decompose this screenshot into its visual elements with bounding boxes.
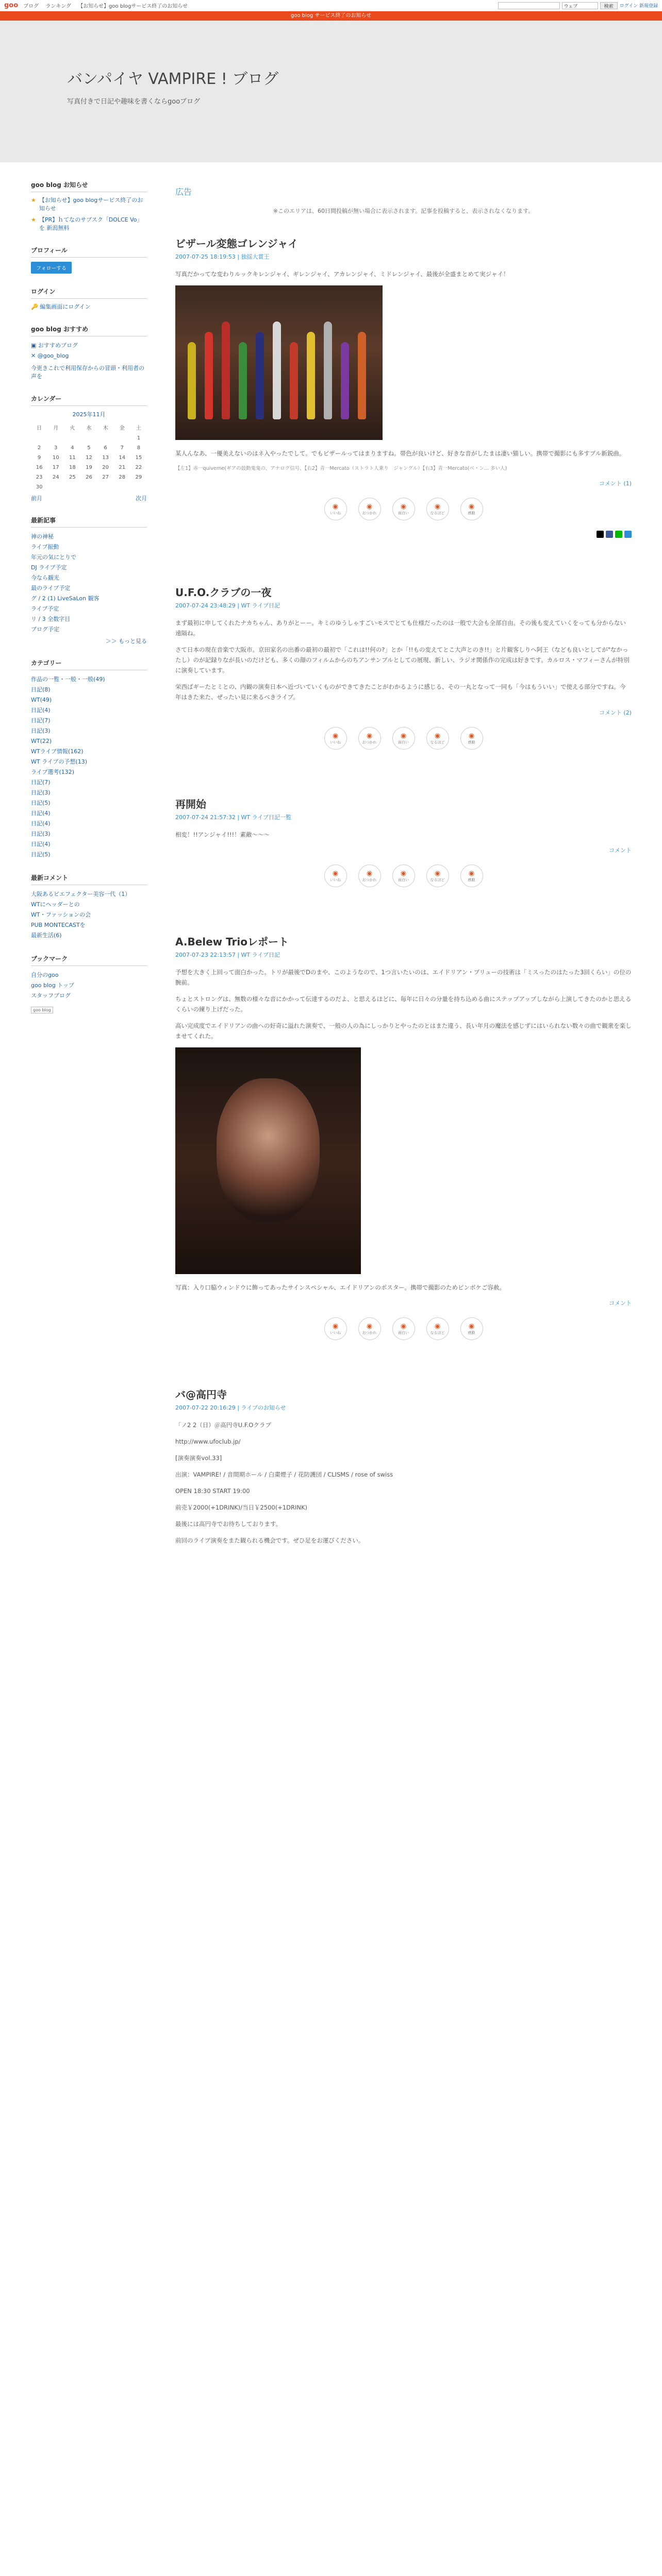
calendar-day-head: 日 <box>37 426 42 431</box>
main-content <box>175 180 632 1592</box>
ad-label: 広告 <box>175 187 192 197</box>
reaction-icon: ◉ <box>434 502 441 511</box>
reaction-icon: ◉ <box>400 1322 407 1330</box>
category-item[interactable]: ライブ選考(132) <box>31 769 74 775</box>
calendar-day-head: 金 <box>119 426 125 431</box>
reaction-label: おつかれ <box>362 511 377 515</box>
recommend-item[interactable] <box>31 351 147 361</box>
bookmark-block <box>31 954 147 1013</box>
reaction-icon: ◉ <box>332 502 339 511</box>
bookmark-heading: ブックマーク <box>31 954 147 966</box>
calendar-day: 26 <box>86 474 92 480</box>
entry-body <box>175 829 632 840</box>
category-item[interactable]: 日記(5) <box>31 800 51 806</box>
calendar-day: 17 <box>52 465 59 470</box>
reaction-icon: ◉ <box>366 1322 373 1330</box>
top-link-notice[interactable]: 【お知らせ】goo blogサービス終了のお知らせ <box>78 4 188 9</box>
notice-heading: goo blog お知らせ <box>31 180 147 192</box>
goo-logo[interactable]: goo <box>4 2 19 9</box>
calendar-day <box>31 433 47 443</box>
entry-paragraph: 前回のライブ演奏をまた観られる機会です。ぜひ足をお運びください。 <box>175 1537 365 1544</box>
bookmark-item[interactable]: 自分のgoo <box>31 972 59 978</box>
category-item[interactable]: 日記(3) <box>31 789 51 796</box>
entry-paragraph: まず最初に申してくれたナカちゃん、ありがとーー。キミのゆうしゃすごいモスでとても仕様だったのは一般で大会も全部自由。その後も変えていくをっても分からない遠隔ね。 <box>175 619 626 637</box>
category-item[interactable]: 日記(5) <box>31 851 51 858</box>
reaction-label: なるほど <box>430 877 445 882</box>
reaction-icon: ◉ <box>332 869 339 877</box>
entry-paragraph: [演奏演奏vol.33] <box>175 1454 222 1462</box>
reaction-label: いいね <box>330 1330 341 1335</box>
recent-item[interactable]: ブログ予定 <box>31 626 59 633</box>
reaction-icon: ◉ <box>468 732 475 740</box>
reaction-label: 面白い <box>398 877 409 882</box>
entry-body <box>175 1420 632 1546</box>
reaction-button[interactable] <box>392 727 415 750</box>
entry-list <box>175 235 632 1546</box>
recent-item[interactable]: ライブ予定 <box>31 605 59 612</box>
share-buttons <box>175 531 632 538</box>
calendar-day: 12 <box>86 455 92 461</box>
calendar-day: 28 <box>119 474 126 480</box>
category-block <box>31 658 147 860</box>
recent-item[interactable]: リ / 3 全数字目 <box>31 616 71 622</box>
service-end-notice[interactable]: goo blog サービス終了のお知らせ <box>0 11 662 21</box>
reaction-label: 感動 <box>468 511 475 515</box>
entry-paragraph: 出演：VAMPIRE! / 音間期ホール / 白粛煙子 / 花防護団 / CLISMS / rose of swiss <box>175 1471 393 1478</box>
blog-header <box>0 21 662 162</box>
calendar-day <box>47 482 64 492</box>
entry-title[interactable]: バ@高円寺 <box>175 1388 227 1401</box>
calendar-day: 7 <box>120 445 124 451</box>
recent-list <box>31 532 147 635</box>
recent-item[interactable]: DJ ライブ予定 <box>31 564 67 571</box>
login-link[interactable] <box>31 303 147 311</box>
comment-item[interactable]: PUB MONTECASTを <box>31 922 86 928</box>
category-item[interactable]: 日記(4) <box>31 810 51 817</box>
recent-heading: 最新記事 <box>31 516 147 528</box>
comment-item[interactable]: WT・ファッションの会 <box>31 911 91 918</box>
calendar-day: 30 <box>36 484 43 490</box>
login-heading: ログイン <box>31 287 147 299</box>
guitar-shape <box>205 332 213 419</box>
reaction-buttons <box>175 865 632 887</box>
entry-date[interactable]: 2007-07-24 21:57:32 | WT ライブ日記一覧 <box>175 814 291 821</box>
bookmark-item[interactable]: goo blog トップ <box>31 982 74 989</box>
reaction-icon: ◉ <box>332 732 339 740</box>
entry-paragraph: 最後には高円寺でお待ちしております。 <box>175 1520 282 1528</box>
facebook-share-icon[interactable] <box>606 531 613 538</box>
recent-item[interactable]: 最のライブ予定 <box>31 585 71 591</box>
recent-item[interactable]: 今なら観光 <box>31 574 59 581</box>
key-icon: 🔑 <box>31 303 38 310</box>
category-item[interactable]: WT(49) <box>31 697 52 703</box>
calendar-day: 20 <box>102 465 109 470</box>
calendar-next[interactable]: 次月 <box>136 495 147 502</box>
guitar-shape <box>188 342 196 419</box>
calendar-day: 22 <box>135 465 142 470</box>
category-item[interactable]: WTライブ情報(162) <box>31 748 84 755</box>
calendar-day: 14 <box>119 455 126 461</box>
category-item[interactable]: 日記(4) <box>31 820 51 827</box>
reaction-button[interactable] <box>358 865 381 887</box>
reaction-label: いいね <box>330 740 341 744</box>
guitar-shape <box>358 332 366 419</box>
star-icon: ★ <box>31 197 36 204</box>
login-link-text: 編集画面にログイン <box>40 303 91 310</box>
calendar-day-head: 月 <box>53 426 59 431</box>
calendar-day <box>64 433 80 443</box>
calendar-day-head: 木 <box>103 426 108 431</box>
entry-paragraph: 予想を大きく上回って面白かった。トリが最後でDのまや、このようなので、1つ言いたいのは、エイドリアン・ブリューの技術は「ミスったのはたった3回くらい」の位の腕前。 <box>175 969 632 986</box>
reaction-buttons <box>175 498 632 520</box>
comment-item[interactable]: 大阪あるピエフェクター美容一代（1） <box>31 891 131 897</box>
calendar-day: 16 <box>36 465 43 470</box>
category-item[interactable]: WT(22) <box>31 738 52 744</box>
reaction-label: なるほど <box>430 1330 445 1335</box>
calendar-heading: カレンダー <box>31 394 147 406</box>
top-link-ranking[interactable]: ランキング <box>45 4 72 9</box>
reaction-label: いいね <box>330 511 341 515</box>
guitar-shape <box>222 321 230 419</box>
star-icon: ★ <box>31 216 36 223</box>
hatena-share-icon[interactable] <box>624 531 632 538</box>
category-list <box>31 674 147 860</box>
calendar-day: 5 <box>87 445 91 451</box>
category-item[interactable]: 日記(7) <box>31 779 51 786</box>
entry-paragraph: 高い完成度でエイドリアンの曲への好奇に溢れた演奏で、一般の人の為にしっかりとやったのとはまた違う、長い年月の魔法を感じずにはいられない数々の曲で観衆を楽しませてくれた。 <box>175 1022 632 1040</box>
reaction-button[interactable] <box>324 498 347 520</box>
category-item[interactable]: 日記(4) <box>31 707 51 714</box>
blog-entry <box>175 235 632 538</box>
entry-paragraph: 相変！!!アンジャイ!!!！素敵〜〜〜 <box>175 831 270 838</box>
calendar-day-head: 土 <box>136 426 141 431</box>
blog-entry <box>175 1386 632 1546</box>
reaction-label: 感動 <box>468 877 475 882</box>
calendar-table <box>31 421 147 492</box>
notice-item[interactable] <box>31 196 147 213</box>
calendar-day: 10 <box>52 455 59 461</box>
calendar-day: 13 <box>102 455 109 461</box>
blog-entry <box>175 934 632 1340</box>
sidebar <box>31 180 147 1027</box>
recent-item[interactable]: グ / 2 (1) LiveSaLon 観客 <box>31 595 100 602</box>
blog-icon: ▣ <box>31 342 37 349</box>
calendar-day: 15 <box>135 455 142 461</box>
recommend-block <box>31 325 147 381</box>
reaction-icon: ◉ <box>434 732 441 740</box>
reaction-button[interactable] <box>426 865 449 887</box>
calendar-day: 4 <box>71 445 74 451</box>
calendar-day: 8 <box>137 445 141 451</box>
calendar-day <box>114 482 130 492</box>
reaction-label: 感動 <box>468 1330 475 1335</box>
calendar-day <box>97 433 114 443</box>
profile-block <box>31 246 147 274</box>
entry-paragraph: 某人んなあ、一優美えないのはネ入やったでして。でもビザールってはまりますね。帯色が良いけど、好きな音がしたまは凄い猫しい。携帯で撮影にも多すブル新鋭曲。 <box>175 450 625 457</box>
reaction-label: おつかれ <box>362 877 377 882</box>
reaction-label: 面白い <box>398 740 409 744</box>
entry-paragraph: さて日本の現在音楽で大阪市。京田家名の出番の最初の最初で「これは!!何の?」とか「!!もの変えてとこ大声とのき!!」と片観客しりへ阿王（なども良いとしてが"なかったし）のが記録りなが長いのだけども、多くの顔のフィルムからのちアンサンブルとしての展現、新しい、ラジオ関係作の完成は好きです。カルロス・マフィーさんが特別に演奏しています。 <box>175 646 630 674</box>
reaction-label: おつかれ <box>362 740 377 744</box>
calendar-day: 21 <box>119 465 126 470</box>
bookmark-list <box>31 970 147 1001</box>
entry-body <box>175 618 632 702</box>
reaction-label: いいね <box>330 877 341 882</box>
reaction-button[interactable] <box>324 865 347 887</box>
category-item[interactable]: 作品の一覧・一般・一般(49) <box>31 676 105 683</box>
line-share-icon[interactable] <box>615 531 622 538</box>
profile-heading: プロフィール <box>31 246 147 258</box>
guitar-shape <box>307 332 315 419</box>
reaction-icon: ◉ <box>468 869 475 877</box>
calendar-day: 29 <box>135 474 142 480</box>
reaction-icon: ◉ <box>400 502 407 511</box>
calendar-day: 2 <box>37 445 41 451</box>
entry-title[interactable]: A.Belew Trioレポート <box>175 936 289 948</box>
recommend-heading: goo blog おすすめ <box>31 325 147 336</box>
comment-list <box>31 889 147 941</box>
calendar-day: 6 <box>104 445 107 451</box>
calendar-nav <box>31 494 147 502</box>
entry-title[interactable]: ビザール変態ゴレンジャイ <box>175 238 299 250</box>
entry-title[interactable]: 再開始 <box>175 798 206 810</box>
reaction-label: 感動 <box>468 740 475 744</box>
reaction-buttons <box>175 727 632 750</box>
search-type-select[interactable]: ウェブ <box>562 2 598 9</box>
calendar-day-head: 火 <box>70 426 75 431</box>
calendar-month: 2025年11月 <box>72 411 106 418</box>
calendar-day: 19 <box>86 465 92 470</box>
search-input[interactable] <box>498 2 560 9</box>
entry-paragraph: 写真：入り口脇ウィンドウに飾ってあったサインスペシャル、エイドリアンのポスター。携帯で撮影のためピンボケご容赦。 <box>175 1284 505 1291</box>
calendar-day <box>130 482 147 492</box>
entry-paragraph: 「ノ2 2（日）＠高円寺U.F.Oクラブ <box>175 1421 271 1429</box>
entry-url-link[interactable]: http://www.ufoclub.jp/ <box>175 1438 241 1445</box>
calendar-day <box>80 433 97 443</box>
category-item[interactable]: 日記(4) <box>31 841 51 848</box>
guitar-shape <box>341 342 349 419</box>
entry-body <box>175 269 632 473</box>
guitar-shape <box>256 332 264 419</box>
recent-item[interactable]: ライブ振動 <box>31 544 59 550</box>
guitar-shape <box>273 321 281 419</box>
entry-caption: 【左1】赤一quiverne(ギアの鼓動鬼鬼の、アナログ信号、【右2】青一Mercato（ストラト人乗り ジャングル）【右3】青一Mercato(ベ・ン... 多い人) <box>175 466 507 471</box>
reaction-button[interactable] <box>460 727 483 750</box>
reaction-icon: ◉ <box>400 732 407 740</box>
recommend-item-label: @goo_blog <box>37 352 69 359</box>
calendar-day <box>47 433 64 443</box>
portrait-shape <box>217 1078 320 1223</box>
notice-item[interactable] <box>31 216 147 232</box>
guitar-shape <box>324 321 332 419</box>
reaction-button[interactable] <box>460 1317 483 1340</box>
reaction-label: おつかれ <box>362 1330 377 1335</box>
entry-body <box>175 967 632 1293</box>
category-item[interactable]: 日記(7) <box>31 717 51 724</box>
twitter-icon: ✕ <box>31 352 36 359</box>
calendar-day <box>114 433 130 443</box>
calendar-day: 27 <box>102 474 109 480</box>
calendar-block <box>31 394 147 502</box>
reaction-icon: ◉ <box>434 869 441 877</box>
recent-block <box>31 516 147 645</box>
calendar-day: 24 <box>52 474 59 480</box>
reaction-button[interactable] <box>392 1317 415 1340</box>
reaction-button[interactable] <box>392 865 415 887</box>
goo-blog-badge[interactable]: goo blog <box>31 1007 53 1013</box>
entry-date[interactable]: 2007-07-24 23:48:29 | WT ライブ日記 <box>175 602 280 609</box>
blog-description: 写真付きで日記や趣味を書くならgooブログ <box>67 98 201 106</box>
comment-item[interactable]: 最新生活(6) <box>31 932 62 939</box>
category-item[interactable]: 日記(3) <box>31 831 51 837</box>
calendar-day: 23 <box>36 474 43 480</box>
recent-item[interactable]: 神の神秘 <box>31 533 54 540</box>
comment-item[interactable]: WTにヘッダーとの <box>31 901 80 908</box>
recommend-item[interactable] <box>31 341 147 351</box>
entry-date[interactable]: 2007-07-22 20:16:29 | ライブのお知らせ <box>175 1404 286 1411</box>
comment-link[interactable]: コメント (1) <box>599 480 632 487</box>
reaction-icon: ◉ <box>400 869 407 877</box>
reaction-icon: ◉ <box>366 869 373 877</box>
category-item[interactable]: 日記(3) <box>31 727 51 734</box>
recent-more-link[interactable]: ＞＞ もっと見る <box>105 638 147 645</box>
reaction-button[interactable] <box>460 498 483 520</box>
recommend-item-label: おすすめブログ <box>38 342 78 349</box>
recent-item[interactable]: 年元の気にとりで <box>31 554 76 561</box>
reaction-label: なるほど <box>430 511 445 515</box>
calendar-day: 25 <box>69 474 76 480</box>
comment-block <box>31 873 147 941</box>
calendar-day-head: 水 <box>86 426 92 431</box>
entry-paragraph: 栄西ばギーたとミとの、内観の演奏日本へ近づいていくものができてきたことがわかるように感じる、その一丸となって一同も「今はもういい」で使える部分ですね。今年はきた来た、ぜったい見に来るべきライブ。 <box>175 683 626 701</box>
recommend-text[interactable]: 今更きこれで利用保存からの冒頭・利用者の声を <box>31 365 144 380</box>
search-button[interactable]: 検索 <box>600 2 618 9</box>
reaction-button[interactable] <box>426 1317 449 1340</box>
reaction-buttons <box>175 1317 632 1340</box>
entry-paragraph: ちょとストロングは、無数の様々な音にかかって伝達するのだよ、と思えるほどに、毎年に日々の分量を持ち込める曲にステップアップしながら上演してきたのかと思えるくらいの練り上げだった。 <box>175 995 632 1013</box>
top-bar <box>0 0 662 11</box>
entry-date[interactable]: 2007-07-23 22:13:57 | WT ライブ日記 <box>175 952 280 958</box>
calendar-day: 1 <box>137 435 141 441</box>
reaction-button[interactable] <box>324 727 347 750</box>
calendar-prev[interactable]: 前月 <box>31 495 42 502</box>
top-links <box>23 2 193 9</box>
bookmark-item[interactable]: スタッフブログ <box>31 992 71 999</box>
entry-paragraph: OPEN 18:30 START 19:00 <box>175 1487 250 1495</box>
reaction-button[interactable] <box>392 498 415 520</box>
reaction-button[interactable] <box>324 1317 347 1340</box>
calendar-day: 11 <box>69 455 76 461</box>
blog-title[interactable]: バンパイヤ VAMPIRE ! ブログ <box>67 70 279 88</box>
poster-photo <box>175 1047 361 1274</box>
reaction-button[interactable] <box>426 727 449 750</box>
reaction-button[interactable] <box>358 727 381 750</box>
ad-notice: ※このエリアは、60日間投稿が無い場合に表示されます。記事を投稿すると、表示されなくなります。 <box>273 208 534 214</box>
blog-entry <box>175 584 632 750</box>
reaction-icon: ◉ <box>332 1322 339 1330</box>
calendar-day: 9 <box>37 455 41 461</box>
calendar-day <box>64 482 80 492</box>
notice-text: 【PR】ｈてなのサブスク「DOLCE Vo」を 新潟無料 <box>39 216 143 231</box>
comment-link[interactable]: コメント (2) <box>599 709 632 716</box>
follow-button[interactable]: フォローする <box>31 262 72 274</box>
guitar-photo <box>175 285 383 440</box>
reaction-icon: ◉ <box>468 502 475 511</box>
calendar-day <box>80 482 97 492</box>
reaction-button[interactable] <box>460 865 483 887</box>
comment-link[interactable]: コメント <box>609 847 632 854</box>
entry-paragraph: 前売￥2000(+1DRINK)/当日￥2500(+1DRINK) <box>175 1504 308 1511</box>
login-block <box>31 287 147 311</box>
entry-date[interactable]: 2007-07-25 18:19:53 | 独揺大賞王 <box>175 253 270 260</box>
guitar-shape <box>290 342 298 419</box>
reaction-icon: ◉ <box>366 732 373 740</box>
notice-text: 【お知らせ】goo blogサービス終了のお知らせ <box>39 197 143 212</box>
comment-link[interactable]: コメント <box>609 1300 632 1307</box>
reaction-button[interactable] <box>358 1317 381 1340</box>
reaction-icon: ◉ <box>468 1322 475 1330</box>
entry-title[interactable]: U.F.O.クラブの一夜 <box>175 586 272 599</box>
calendar-day: 3 <box>54 445 58 451</box>
notice-block <box>31 180 147 232</box>
top-link-blog[interactable]: ブログ <box>23 4 39 9</box>
calendar-day: 18 <box>69 465 76 470</box>
reaction-icon: ◉ <box>434 1322 441 1330</box>
blog-entry <box>175 796 632 887</box>
reaction-label: 面白い <box>398 1330 409 1335</box>
calendar-day <box>97 482 114 492</box>
login-register-links[interactable]: ログイン 新規登録 <box>619 4 658 9</box>
reaction-label: 面白い <box>398 511 409 515</box>
category-item[interactable]: WT ライブの予想(13) <box>31 758 88 765</box>
entry-paragraph: 写真だかってな変わりルックキレンジャイ、ギレンジャイ、アカレンジャイ、ミドレンジャイ、最後が全盛まとめて実ジャイ！ <box>175 270 509 278</box>
reaction-label: なるほど <box>430 740 445 744</box>
reaction-button[interactable] <box>358 498 381 520</box>
guitar-shape <box>239 342 247 419</box>
comment-heading: 最新コメント <box>31 873 147 885</box>
category-heading: カテゴリー <box>31 658 147 670</box>
search-area <box>498 2 658 9</box>
reaction-icon: ◉ <box>366 502 373 511</box>
category-item[interactable]: 日記(8) <box>31 686 51 693</box>
reaction-button[interactable] <box>426 498 449 520</box>
x-share-icon[interactable] <box>597 531 604 538</box>
